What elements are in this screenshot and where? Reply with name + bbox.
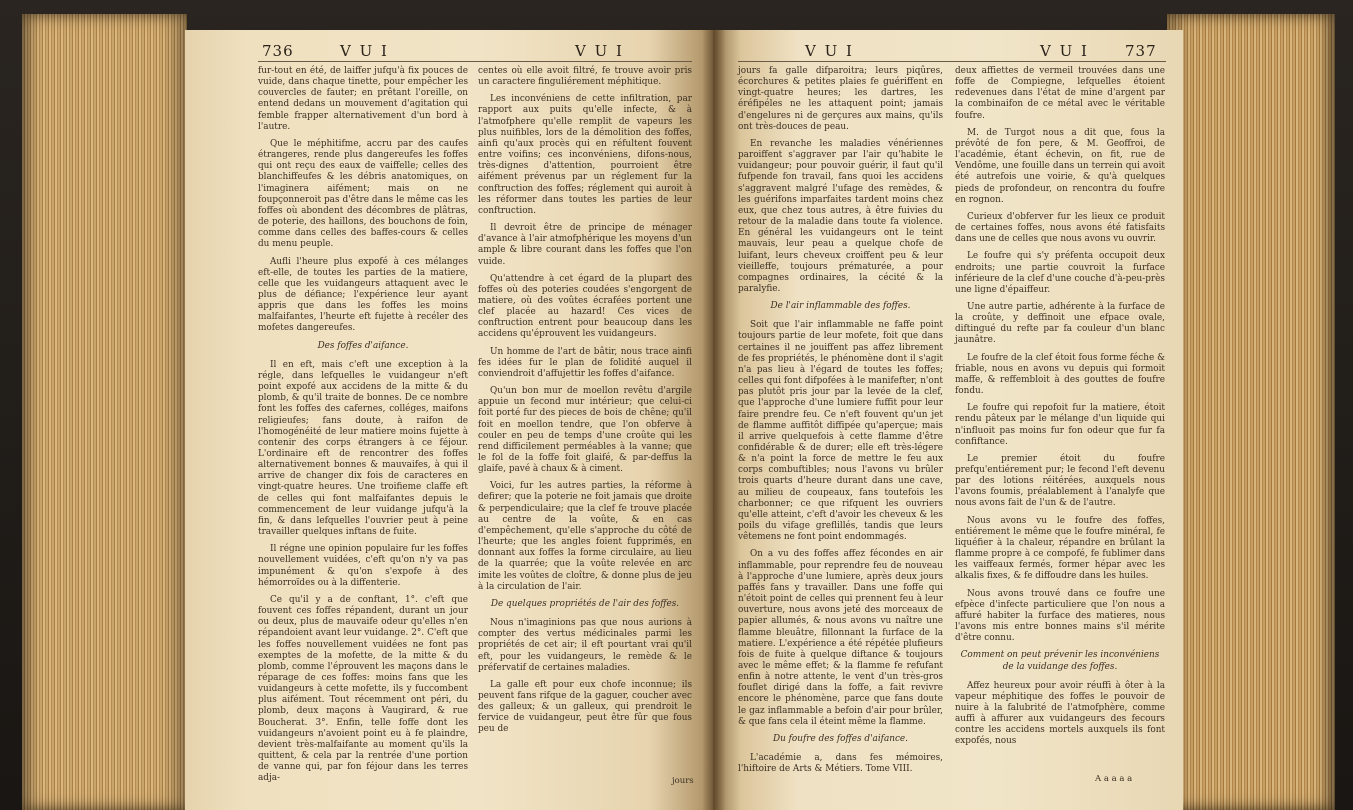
right-page-number: 737: [1125, 42, 1157, 60]
left-page-edges: [22, 14, 187, 810]
paragraph: Le foufre qui repofoit fur la matiere, étoit rendu pâteux par le mélange d'un liquide qui n'influoit pas moins fur fon odeur que fur fa confiftance.: [955, 403, 1165, 447]
right-signature-mark: A a a a a: [1095, 774, 1133, 784]
paragraph: Un homme de l'art de bâtir, nous trace ainfi fes idées fur le plan de folidité auquel il conviendroit d'affujettir les foffes d'aifance.: [478, 346, 692, 379]
paragraph: Le foufre qui s'y préfenta occupoit deux endroits; une partie couvroit la furface inférieure de la clef d'une couche d'à-peu-près une ligne d'épaiffeur.: [955, 251, 1165, 295]
paragraph: La galle eft pour eux chofe inconnue; ils peuvent fans rifque de la gaguer, coucher avec des galleux; & un galleux, qui prendroit le fervice de vuidangeur, peut être fûr que fous peu de: [478, 679, 692, 735]
section-heading: Du foufre des foffes d'aifance.: [772, 733, 909, 744]
paragraph: Il devroit être de principe de ménager d'avance à l'air atmofphérique les moyens d'un ample & libre courant dans les foffes que l'on vuide.: [478, 223, 692, 267]
paragraph: Nous avons vu le foufre des foffes, entiérement le même que le foufre minéral, fe liquéfier à la chaleur, répandre en brûlant la flamme propre à ce compofé, fe fublimer dans les vaiffeaux fermés, former hépar avec les alkalis fixes, & fe diffoudre dans les huiles.: [955, 515, 1165, 582]
paragraph: L'académie a, dans fes mémoires, l'hiftoire de Arts & Métiers. Tome VIII.: [738, 753, 943, 775]
paragraph: Que le méphitifme, accru par des caufes étrangeres, rende plus dangereufes les foffes qui ont reçu des eaux de vaiffelle; celles des blanchiffeufes & les débris anatomiques, on l'imaginera aifément; mais on ne foupçonneroit pas d'être dans le même cas les foffes où abondent des décombres de plâtras, de poterie, des haillons, des bouchons de foin, comme dans celles des baffes-cours & celles du menu peuple.: [258, 138, 468, 250]
paragraph: On a vu des foffes affez fécondes en air inflammable, pour reprendre feu de nouveau à l'approche d'une lumiere, après deux jours paffés fans y travailler. Dans une foffe qui n'étoit point de celles qui prennent feu à leur ouverture, nous avons jeté des morceaux de papier allumés, & nous avons vu naître une flamme bleuâtre, fillonnant la furface de la matiere. L'expérience a été répétée plufieurs fois de fuite à quelque diftance & toujours avec le même effet; & la flamme fe refufant enfin à notre attente, le vent d'un très-gros fouflet dirigé dans la foffe, a fait revivre encore le phénomène, parce que fans doute le gaz inflammable a befoin d'air pour brûler, & que fans cela il éteint même la flamme.: [738, 549, 943, 727]
paragraph: centes où elle avoit filtré, fe trouve avoir pris un caractere finguliérement méphitique.: [478, 66, 692, 88]
left-catchword: jours: [672, 776, 694, 786]
paragraph: jours fa galle difparoitra; leurs piqûres, écorchures & petites plaies fe guériffent en vingt-quatre heures; les dartres, les éréfipéles ne les attaquent point; jamais d'engelures ni de gerçures aux mains, qu'ils ont très-douces de peau.: [738, 66, 943, 132]
right-page-column-2: [955, 66, 1165, 754]
section-heading: De l'air inflammable des foffes.: [770, 301, 911, 312]
paragraph: Le premier étoit du foufre prefqu'entiérement pur; le fecond l'eft devenu par des lotions réitérées, auxquels nous l'avons foumis, préalablement à l'analyfe que nous avons fait de l'un & de l'autre.: [955, 453, 1165, 509]
paragraph: Affez heureux pour avoir réuffi à ôter à la vapeur méphitique des foffes le pouvoir de nuire à la falubrité de l'atmofphère, comme auffi à affurer aux vuidangeurs des fecours contre les accidens mortels auxquels ils font expofés, nous: [955, 680, 1165, 747]
paragraph: Curieux d'obferver fur les lieux ce produit de certaines foffes, nous avons été fatisfaits dans une de celles que nous avons vu ouvrir.: [955, 211, 1165, 245]
right-running-head-1: V U I: [805, 42, 854, 60]
right-running-head-2: V U I: [1040, 42, 1089, 60]
paragraph: Soit que l'air inflammable ne faffe point toujours partie de leur mofete, foit que dans certaines il ne jouiffent pas affez librement de fes propriétés, le phénomène dont il s'agit n'a pas lieu à l'égard de toutes les foffes; celles qui font difpofées à le manifefter, n'ont pas plutôt pris jour par la levée de la clef, que l'approche d'une lumiere fuffit pour leur faire prendre feu. Ce n'eft fouvent qu'un jet de flamme auffitôt diffipée qu'aperçue; mais il arrive quelquefois à cette flamme d'être confidérable & de durer; elle eft très-légere & n'a point la force de mettre le feu aux corps combuftibles; nous l'avons vu brûler trois quarts d'heure durant dans une cave, au milieu de coupeaux, fans toutefois les charbonner; ce que rifquent les ouvriers qu'elle atteint, c'eft d'avoir les cheveux & les poils du vifage greflillés, tandis que leurs vêtemens ne font point endommagés.: [738, 320, 943, 543]
paragraph: M. de Turgot nous a dit que, fous la prévôté de fon pere, & M. Geoffroi, de l'académie, étant échevin, on fit, rue de Vendôme, une fouille dans un terrein qui avoit été autrefois une voirie, & qu'à quelques pieds de profondeur, on rencontra du foufre en rognon.: [955, 127, 1165, 205]
section-heading: Des foffes d'aifance.: [317, 340, 409, 351]
paragraph: Il en eft, mais c'eft une exception à la régle, dans lefquelles le vuidangeur n'eft point expofé aux accidens de la mitte & du plomb, & qu'il traite de bonnes. De ce nombre font les foffes des cafernes, colléges, maifons religieufes; fans doute, à raifon de l'homogénéité de leur matiere moins fujette à contenir des corps étrangers à ce féjour. L'ordinaire eft de rencontrer des foffes alternativement bonnes & mauvaifes, à qui il arrive de changer dix fois de caracteres en vingt-quatre heures. Une troifieme claffe eft de celles qui font malfaifantes depuis le commencement de leur vuidange jufqu'à la fin, & dans lefquelles l'ouvrier peut à peine travailler quelques inftans de fuite.: [258, 359, 468, 538]
left-page-column-2: [478, 66, 692, 742]
right-page-edges: [1167, 14, 1335, 810]
paragraph: Ce qu'il y a de conftant, 1°. c'eft que fouvent ces foffes répandent, durant un jour ou deux, plus de mauvaife odeur qu'elles n'en répandoient avant leur vuidange. 2°. C'eft que les foffes nouvellement vuidées ne font pas exemptes de la mofette, de la mitte & du plomb, comme l'éprouvent les maçons dans le réparage de ces foffes: moins fans que les vuidangeurs à cette mofette, ils y fuccombent plus aifément. Tout récemment ont péri, du plomb, deux maçons à Vaugirard, & rue Boucherat. 3°. Enfin, telle foffe dont les vuidangeurs n'avoient point eu à fe plaindre, devient très-malfaifante au moment qu'ils la quittent, & cela par la rentrée d'une portion de vanne qui, par fon féjour dans les terres adja-: [258, 594, 468, 784]
paragraph: Qu'un bon mur de moellon revêtu d'argile appuie un fecond mur intérieur; que celui-ci foit porté fur des pieces de bois de chêne; qu'il foit en moellon tendre, que l'on obferve à couler en peu de temps d'une croûte qui les rend difficilement perméables à la vanne; que le fol de la foffe foit glaifé, & par-deffus la glaife, pavé à chaux & à ciment.: [478, 386, 692, 475]
paragraph: Aufli l'heure plus expofé à ces mélanges eft-elle, de toutes les parties de la matiere, celle que les vuidangeurs attaquent avec le plus de défiance; l'expérience leur ayant appris que dans les foffes les moins malfaifantes, l'heurte eft fujette à recéler des mofetes dangereufes.: [258, 256, 468, 334]
book-gutter: [702, 30, 726, 810]
paragraph: Une autre partie, adhérente à la furface de la croûte, y deffinoit une efpace ovale, diftingué du refte par fa couleur d'un blanc jaunâtre.: [955, 301, 1165, 346]
right-header-rule: [738, 61, 1166, 62]
left-page-number: 736: [262, 42, 294, 60]
paragraph: Il régne une opinion populaire fur les foffes nouvellement vuidées, c'eft qu'on n'y va pas impunément & qu'on s'expofe à des hémorroïdes ou à la diffenterie.: [258, 544, 468, 588]
right-page-column-1: [738, 66, 943, 781]
paragraph: fur-tout en été, de laiffer jufqu'à fix pouces de vuide, dans chaque tinette, pour empêcher les couvercles de fauter; en prêtant l'oreille, on entend dedans un mouvement d'agitation qui femble frapper alternativement d'un bord à l'autre.: [258, 66, 468, 132]
left-running-head-2: V U I: [575, 42, 624, 60]
paragraph: Nous avons trouvé dans ce foufre une efpèce d'infecte particuliere que l'on nous a affuré habiter la furface des matieres, nous l'avons mis entre bonnes mains s'il mérite d'être connu.: [955, 588, 1165, 644]
section-heading: Comment on peut prévenir les inconvéniens de la vuidange des foffes.: [960, 650, 1160, 672]
left-page-column-1: [258, 66, 468, 791]
paragraph: Nous n'imaginions pas que nous aurions à compter des vertus médicinales parmi les propriétés de cet air; il eft pourtant vrai qu'il eft, pour les vuidangeurs, le remède & le préfervatif de certaines maladies.: [478, 618, 692, 673]
paragraph: En revanche les maladies vénériennes paroiffent s'aggraver par l'air qu'habite le vuidangeur; pour pouvoir guérir, il faut qu'il fufpende fon travail, fans quoi les accidens s'aggravent malgré l'ufage des remèdes, & les guérifons imparfaites tardent moins chez eux, que chez tous autres, à être fuivies du retour de la maladie dans toute fa violence. En général les vuidangeurs ont le teint mauvais, leur peau a quelque chofe de luifant, leurs cheveux croiffent peu & leur vieilleffe, toujours prématurée, a pour compagnes ordinaires, la cécité & la paralyfie.: [738, 138, 943, 294]
paragraph: Les inconvéniens de cette infiltration, par rapport aux puits qu'elle infecte, & à l'atmofphere qu'elle remplit de vapeurs les plus nuifibles, lors de la démolition des foffes, ainfi qu'aux procès qui en réfultent fouvent entre voifins; ces inconvéniens, difons-nous, très-dignes d'attention, pourroient être aifément prévenus par un réglement fur la conftruction des foffes; réglement qui auroit à les réformer dans toutes les parties de leur conftruction.: [478, 94, 692, 216]
paragraph: Qu'attendre à cet égard de la plupart des foffes où des poteries coudées s'engorgent de matiere, où des voûtes écrafées portent une clef placée au hazard! Ces vices de conftruction entrent pour beaucoup dans les accidens qu'éprouvent les vuidangeurs.: [478, 273, 692, 340]
paragraph: Voici, fur les autres parties, la réforme à defirer; que la poterie ne foit jamais que droite & perpendiculaire; que la clef fe trouve placée au centre de la voûte, & en cas d'empêchement, qu'elle s'approche du côté de l'heurte; que les angles foient fupprimés, en donnant aux foffes la forme circulaire, au lieu de la quarrée; que la voûte relevée en arc imite les voûtes de cloître, & donne plus de jeu à la circulation de l'air.: [478, 481, 692, 592]
left-running-head-1: V U I: [340, 42, 389, 60]
paragraph: deux affiettes de vermeil trouvées dans une foffe de Compiegne, lefquelles étoient redevenues dans l'état de mine d'argent par la combinaifon de ce métal avec le véritable foufre.: [955, 66, 1165, 121]
paragraph: Le foufre de la clef étoit fous forme féche & friable, nous en avons vu depuis qui formoit maffe, & reffembloit à des gouttes de foufre fondu.: [955, 352, 1165, 397]
section-heading: De quelques propriétés de l'air des foffes.: [490, 598, 680, 609]
left-header-rule: [258, 61, 692, 62]
